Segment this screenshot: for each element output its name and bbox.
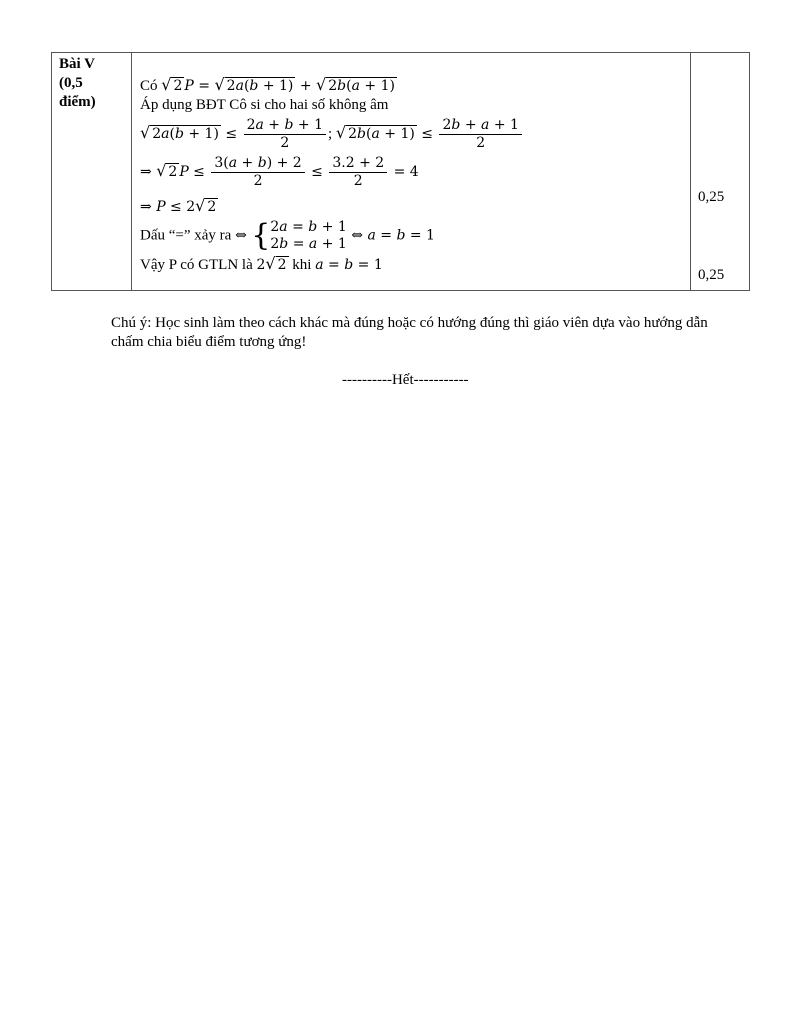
line-1-prefix: Có (140, 78, 158, 94)
solution-line-5: ⇒ P ≤ 2√ 2 (140, 196, 217, 215)
end-marker: ----------Hết----------- (342, 372, 469, 388)
solution-line-7: Vậy P có GTLN là 2√ 2 khi a = b = 1 (140, 254, 383, 273)
section-label (59, 55, 96, 112)
section-title: Bài V (59, 56, 95, 72)
solution-line-3: √ 2a(b + 1) ≤ $\frac{2a + b + 1}{2}$ ; √ 2b(a + 1) ≤ $\frac{2b + a + 1}{2}$ (140, 117, 524, 152)
solution-line-2: Áp dụng BĐT Cô si cho hai số không âm (140, 97, 389, 113)
score-1: 0,25 (698, 189, 725, 205)
section-column (52, 53, 132, 290)
solution-line-6: Dấu “=” xảy ra ⇔ { 2a = b + 1 2b = a + 1 ⇔ a = b = 1 (140, 218, 435, 253)
section-points: (0,5 (59, 75, 83, 91)
solution-content (132, 53, 692, 290)
answer-table (51, 52, 750, 291)
line-7-prefix: Vậy P có GTLN là (140, 257, 253, 273)
formula-line-1: √ 2 P = √ 2a(b + 1) + √ 2b(a + 1) (161, 75, 395, 94)
separator: ; (328, 125, 333, 142)
section-points-unit: điểm) (59, 94, 96, 110)
line-6-prefix: Dấu “=” xảy ra (140, 227, 232, 244)
score-2: 0,25 (698, 267, 725, 283)
grading-note: Chú ý: Học sinh làm theo cách khác mà đúng hoặc có hướng đúng thì giáo viên dựa vào hướng dẫn chấm chia biểu điểm tương ứng! (111, 315, 708, 350)
line-7-mid: khi (292, 257, 312, 273)
solution-line-1 (140, 75, 397, 95)
solution-line-4: ⇒ √ 2 P ≤ $\frac{3(a + b) + 2}{2}$ ≤ $\frac{3.2 + 2}{2}$ = 4 (140, 155, 419, 189)
score-column (690, 53, 749, 290)
